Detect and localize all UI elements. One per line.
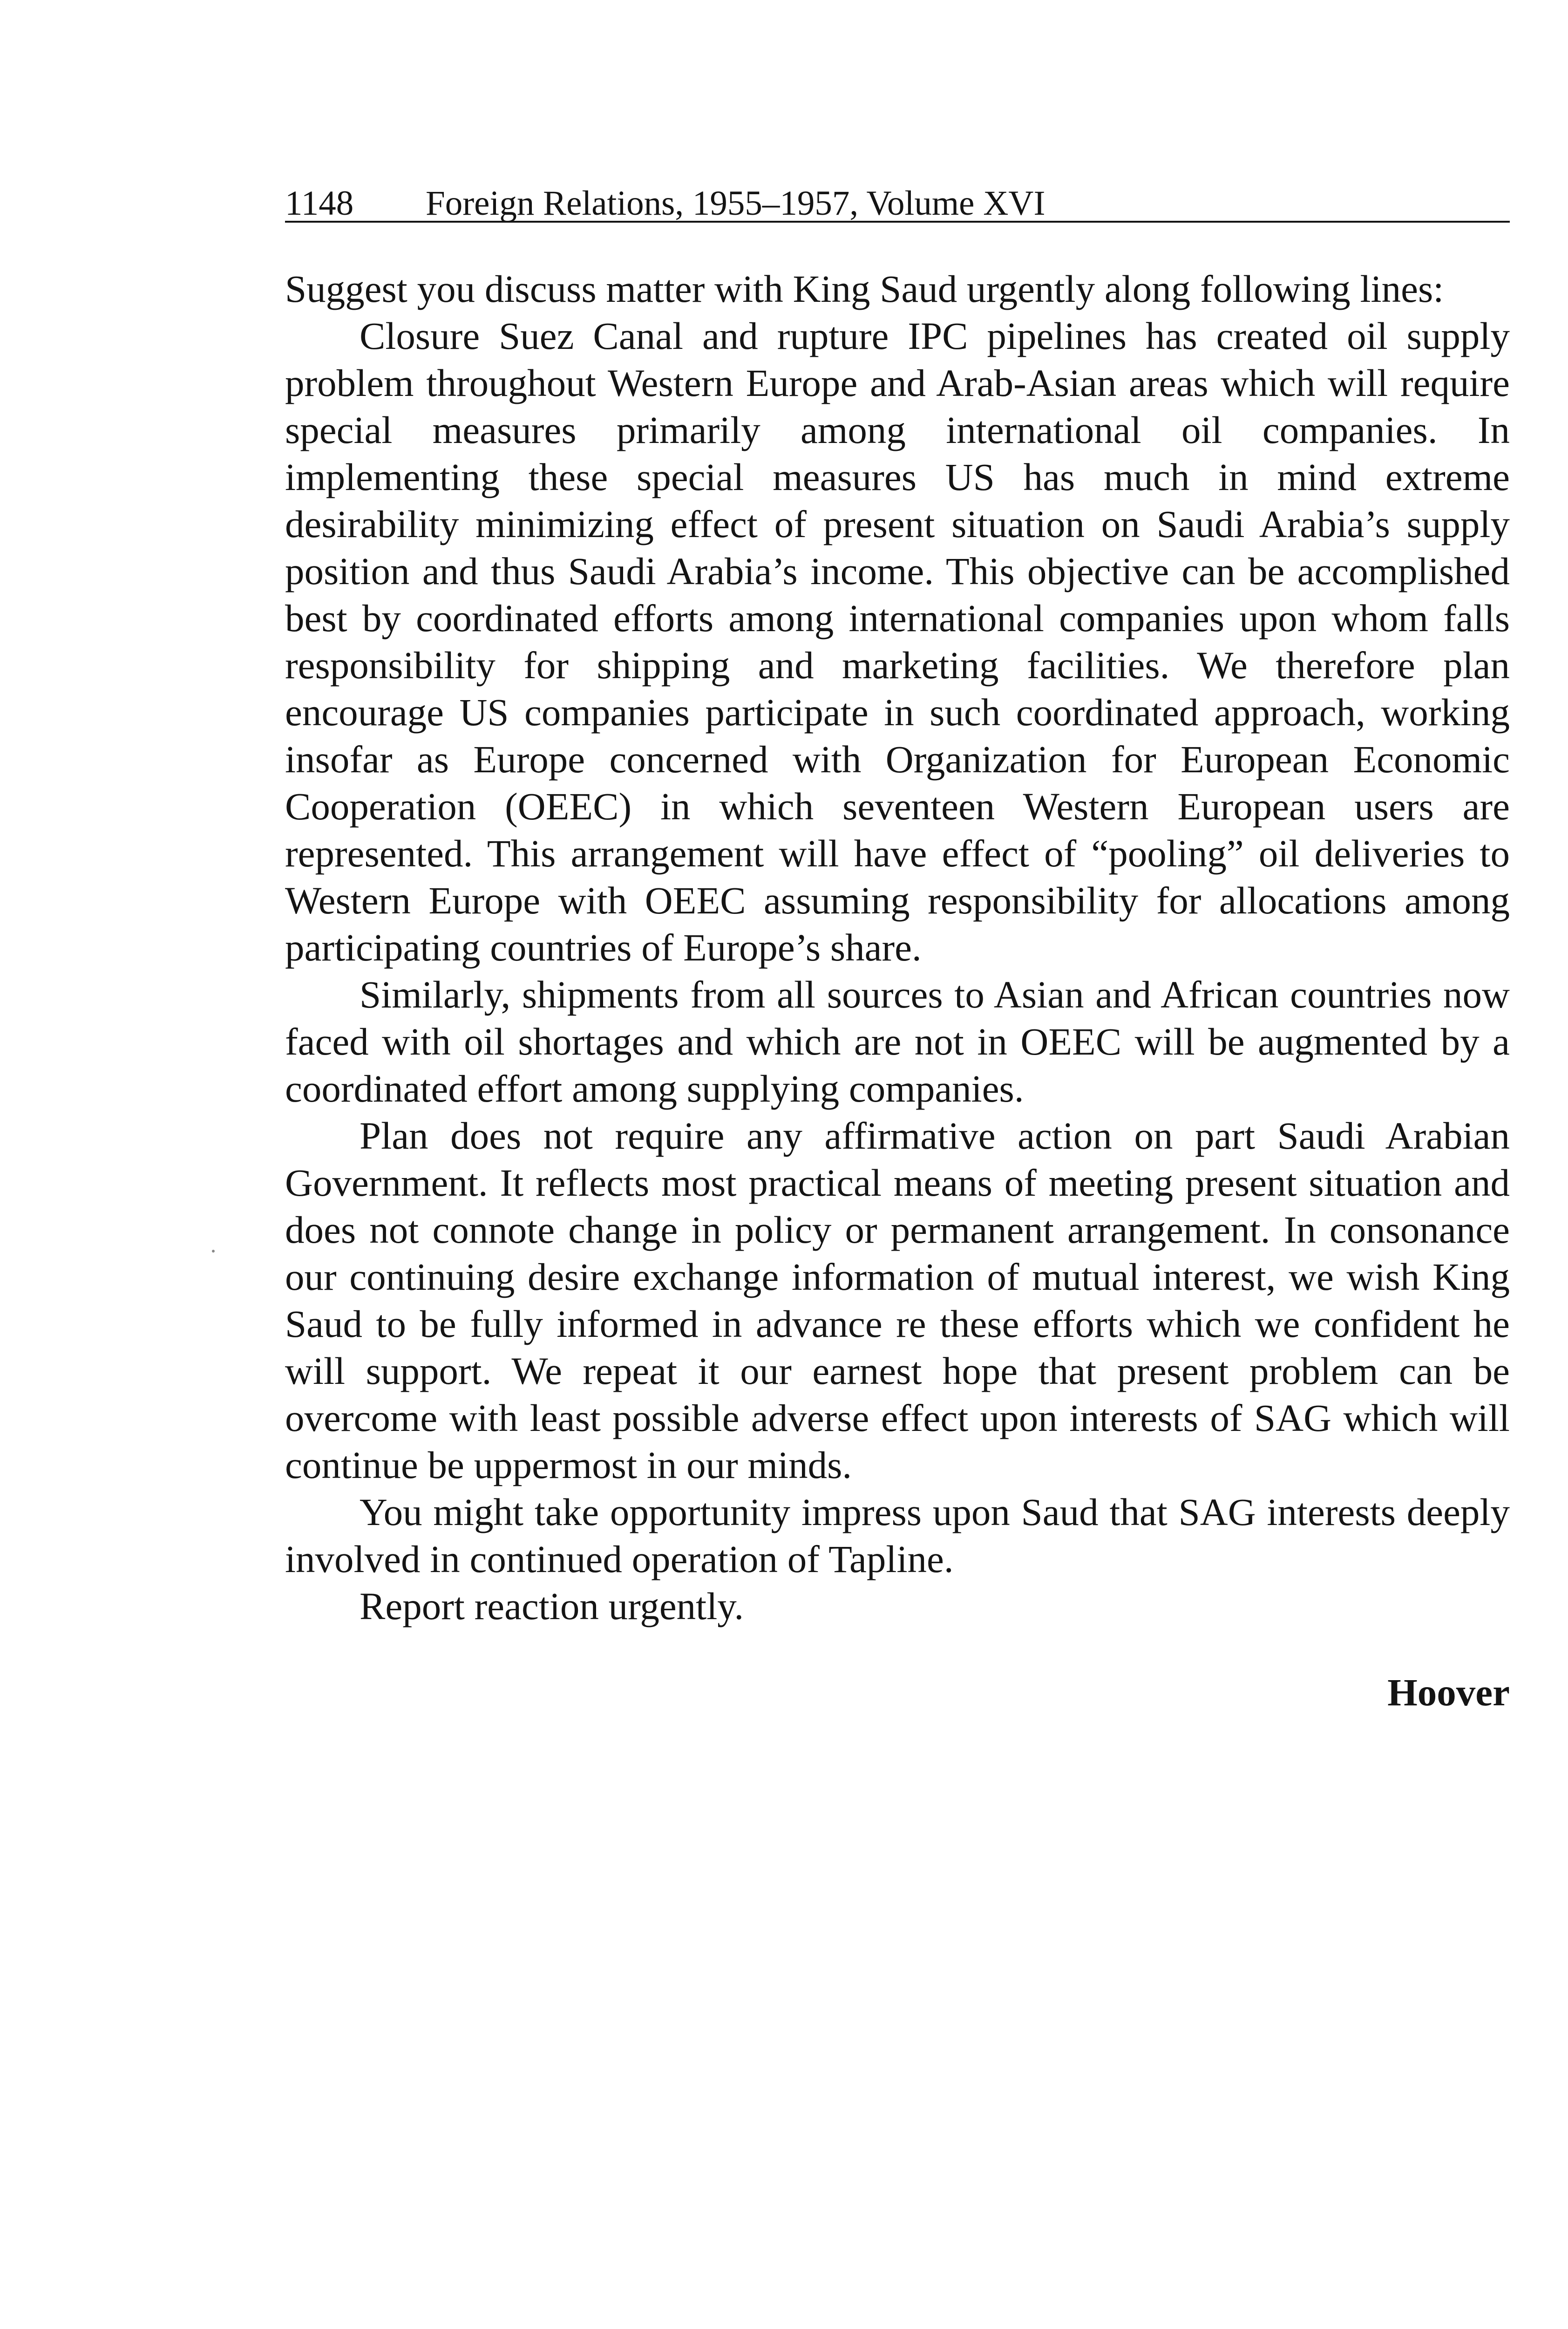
header-rule <box>285 221 1510 223</box>
margin-speck <box>212 1250 215 1253</box>
paragraph-report: Report reaction urgently. <box>360 1585 744 1628</box>
page-number: 1148 <box>285 184 354 223</box>
paragraph-opportunity: You might take opportunity impress upon Saud that SAG interests deeply involved in continued operation of Tapline. <box>285 1491 1510 1580</box>
running-head <box>285 172 1510 224</box>
paragraph-intro: Suggest you discuss matter with King Saud urgently along following lines: <box>285 267 1444 310</box>
signature: Hoover <box>1387 1671 1510 1714</box>
document-page <box>285 172 1510 1716</box>
publication-title: Foreign Relations, 1955–1957, Volume XVI <box>426 184 1045 223</box>
paragraph-similarly: Similarly, shipments from all sources to Asian and African countries now faced with oil shortages and which are not in OEEC will be augmented by a coordinated effort among supplying companies. <box>285 973 1510 1110</box>
paragraph-closure-suez: Closure Suez Canal and rupture IPC pipelines has created oil supply problem throughout Western Europe and Arab-Asian areas which will require special measures primarily among international oil companies. In implementing these special measures US has much in mind extreme desirability minimizing effect of present situation on Saudi Arabia’s supply position and thus Saudi Arabia’s income. This objective can be accomplished best by coordinated efforts among international companies upon whom falls responsibility for shipping and marketing facilities. We therefore plan encourage US companies participate in such coordinated approach, working insofar as Europe concerned with Organization for European Economic Cooperation (OEEC) in which seventeen Western European users are represented. This arrangement will have effect of “pooling” oil deliveries to Western Europe with OEEC assuming responsibility for allocations among participating countries of Europe’s share. <box>285 314 1510 969</box>
paragraph-plan: Plan does not require any affirmative action on part Saudi Arabian Government. It reflects most practical means of meeting present situation and does not connote change in policy or permanent arrangement. In consonance our continuing desire exchange information of mutual interest, we wish King Saud to be fully informed in advance re these efforts which we confident he will support. We repeat it our earnest hope that present problem can be overcome with least possible adverse effect upon interests of SAG which will continue be uppermost in our minds. <box>285 1114 1510 1486</box>
document-body <box>285 266 1510 1630</box>
